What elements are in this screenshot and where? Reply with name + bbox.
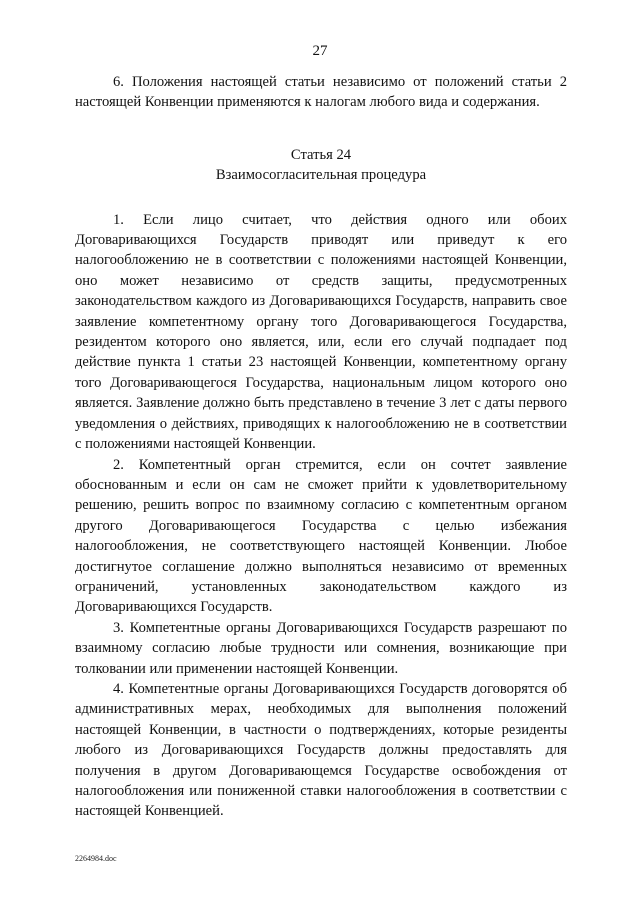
document-code: 2264984.doc [75,854,117,863]
page-number: 27 [312,43,328,59]
paragraph-6: 6. Положения настоящей статьи независимо от положений статьи 2 настоящей Конвенции применяются к налогам любого вида и содержания. [75,74,567,111]
article-number: Статья 24 [290,146,352,163]
article-paragraph-3: 3. Компетентные органы Договаривающихся Государств разрешают по взаимному согласию любые трудности или сомнения, возникающие при толковании или применении настоящей Конвенции. [75,619,567,677]
page-content [75,72,567,822]
article-title: Взаимосогласительная процедура [215,167,427,184]
article-paragraph-2: 2. Компетентный орган стремится, если он сочтет заявление обоснованным и если он сам не сможет прийти к удовлетворительному решению, решить вопрос по взаимному согласию с компетентным органом другого Договаривающегося Государства с целью избежания налогообложения, не соответствующего настоящей Конвенции. Любое достигнутое соглашение должно выполняться независимо от временных ограничений, установленных законодательством каждого из Договаривающихся Государств. [75,456,567,616]
article-paragraph-1: 1. Если лицо считает, что действия одного или обоих Договаривающихся Государств приводят или приведут к его налогообложению не в соответствии с положениями настоящей Конвенции, оно может независимо от средств защиты, предусмотренных законодательством каждого из Договаривающихся Государств, направить свое заявление компетентному органу того Договаривающегося Государства, резидентом которого оно является, или, если его случай подпадает под действие пункта 1 статьи 23 настоящей Конвенции, компетентному органу того Договаривающегося Государства, национальным лицом которого оно является. Заявление должно быть представлено в течение 3 лет с даты первого уведомления о действиях, приводящих к налогообложению не в соответствии с положениями настоящей Конвенции. [75,211,567,453]
article-paragraph-4: 4. Компетентные органы Договаривающихся Государств договорятся об административных мерах, необходимых для выполнения положений настоящей Конвенции, в частности о подтверждениях, которые резиденты любого из Договаривающихся Государств должны предоставлять для получения в другом Договаривающемся Государстве освобождения от налогообложения или пониженной ставки налогообложения в соответствии с настоящей Конвенцией. [75,680,567,820]
